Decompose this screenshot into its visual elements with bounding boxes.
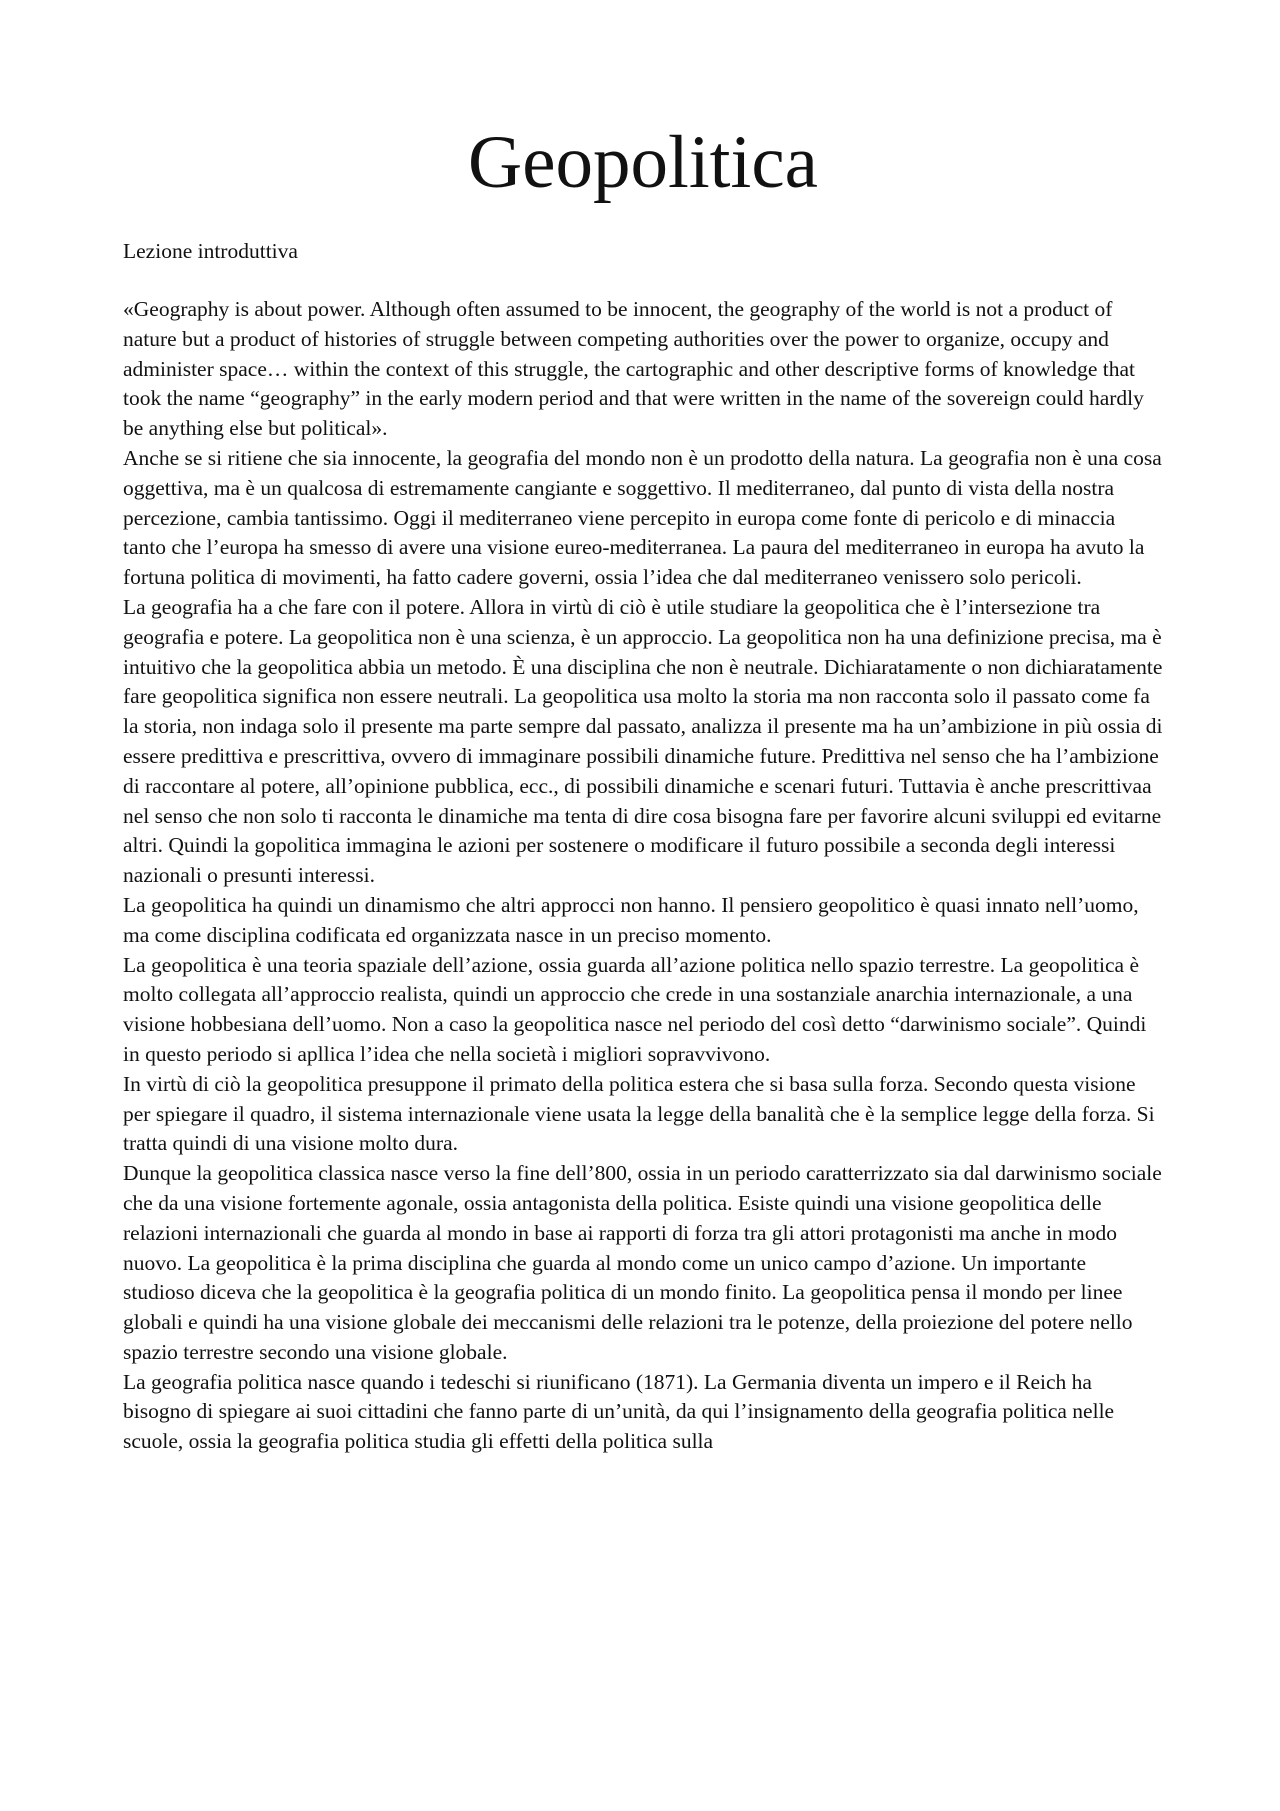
paragraph: Dunque la geopolitica classica nasce verso la fine dell’800, ossia in un periodo caratterrizzato sia dal darwinismo sociale che da una visione fortemente agonale, ossia antagonista della politica. Esiste quindi una visione geopolitica delle relazioni internazionali che guarda al mondo in base ai rapporti di forza tra gli attori protagonisti ma anche in modo nuovo. La geopolitica è la prima disciplina che guarda al mondo come un unico campo d’azione. Un importante studioso diceva che la geopolitica è la geografia politica di un mondo finito. La geopolitica pensa il mondo per linee globali e quindi ha una visione globale dei meccanismi delle relazioni tra le potenze, della proiezione del potere nello spazio terrestre secondo una visione globale. <box>123 1161 1162 1364</box>
paragraph: In virtù di ciò la geopolitica presuppone il primato della politica estera che si basa sulla forza. Secondo questa visione per spiegare il quadro, il sistema internazionale viene usata la legge della banalità che è la semplice legge della forza. Si tratta quindi di una visione molto dura. <box>123 1071 1155 1156</box>
page-subtitle: Lezione introduttiva <box>123 239 298 263</box>
paragraph: La geografia ha a che fare con il potere. Allora in virtù di ciò è utile studiare la geopolitica che è l’intersezione tra geografia e potere. La geopolitica non è una scienza, è un approccio. La geopolitica non ha una definizione precisa, ma è intuitivo che la geopolitica abbia un metodo. È una disciplina che non è neutrale. Dichiaratamente o non dichiaratamente fare geopolitica significa non essere neutrali. La geopolitica usa molto la storia ma non racconta solo il passato come fa la storia, non indaga solo il presente ma parte sempre dal passato, analizza il presente ma ha un’ambizione in più ossia di essere predittiva e prescrittiva, ovvero di immaginare possibili dinamiche future. Predittiva nel senso che ha l’ambizione di raccontare al potere, all’opinione pubblica, ecc., di possibili dinamiche e scenari futuri. Tuttavia è anche prescrittivaa nel senso che non solo ti racconta le dinamiche ma tenta di dire cosa bisogna fare per favorire alcuni sviluppi ed evitarne altri. Quindi la gopolitica immagina le azioni per sostenere o modificare il futuro possibile a seconda degli interessi nazionali o presunti interessi. <box>123 594 1163 888</box>
page-title: Geopolitica <box>468 121 818 204</box>
paragraph: La geopolitica è una teoria spaziale dell’azione, ossia guarda all’azione politica nello spazio terrestre. La geopolitica è molto collegata all’approccio realista, quindi un approccio che crede in una sostanziale anarchia internazionale, a una visione hobbesiana dell’uomo. Non a caso la geopolitica nasce nel periodo del così detto “darwinismo sociale”. Quindi in questo periodo si apllica l’idea che nella società i migliori sopravvivono. <box>123 952 1147 1066</box>
document-page <box>123 0 1163 1811</box>
paragraph: Anche se si ritiene che sia innocente, la geografia del mondo non è un prodotto della natura. La geografia non è una cosa oggettiva, ma è un qualcosa di estremamente cangiante e soggettivo. Il mediterraneo, dal punto di vista della nostra percezione, cambia tantissimo. Oggi il mediterraneo viene percepito in europa come fonte di pericolo e di minaccia tanto che l’europa ha smesso di avere una visione eureo-mediterranea. La paura del mediterraneo in europa ha avuto la fortuna politica di movimenti, ha fatto cadere governi, ossia l’idea che dal mediterraneo venissero solo pericoli. <box>123 445 1162 590</box>
paragraph: La geopolitica ha quindi un dinamismo che altri approcci non hanno. Il pensiero geopolitico è quasi innato nell’uomo, ma come disciplina codificata ed organizzata nasce in un preciso momento. <box>123 892 1139 947</box>
paragraph-quote: «Geography is about power. Although often assumed to be innocent, the geography of the world is not a product of nature but a product of histories of struggle between competing authorities over the power to organize, occupy and administer space… within the context of this struggle, the cartographic and other descriptive forms of knowledge that took the name “geography” in the early modern period and that were written in the name of the sovereign could hardly be anything else but political». <box>123 297 1144 441</box>
paragraph: La geografia politica nasce quando i tedeschi si riunificano (1871). La Germania diventa un impero e il Reich ha bisogno di spiegare ai suoi cittadini che fanno parte di un’unità, da qui l’insignamento della geografia politica nelle scuole, ossia la geografia politica studia gli effetti della politica sulla <box>123 1369 1115 1454</box>
document-body <box>123 295 1163 1457</box>
